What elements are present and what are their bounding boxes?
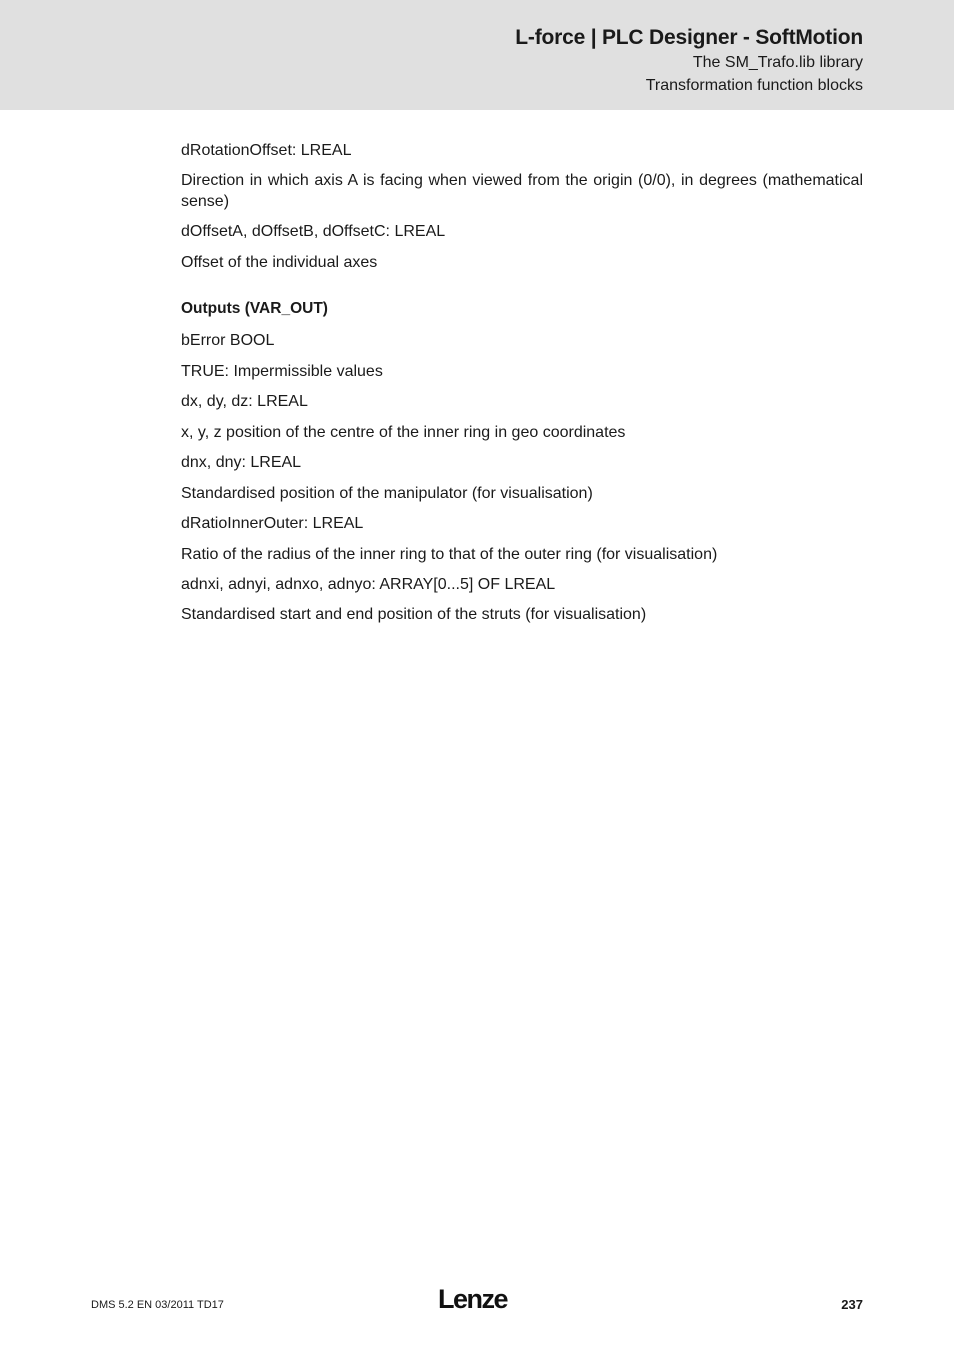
output-description: Standardised start and end position of the struts (for visualisation) [181, 606, 647, 623]
header-subtitle-section: Transformation function blocks [645, 77, 863, 94]
page-content [181, 140, 863, 625]
header-subtitle-library: The SM_Trafo.lib library [692, 54, 863, 71]
output-declaration: adnxi, adnyi, adnxo, adnyo: ARRAY[0...5] OF LREAL [181, 576, 556, 593]
rotation-offset-description: Direction in which axis A is facing when viewed from the origin (0/0), in degrees (mathematical sense) [181, 172, 863, 210]
footer-document-id: DMS 5.2 EN 03/2011 TD17 [91, 1299, 224, 1311]
output-description: Standardised position of the manipulator (for visualisation) [181, 485, 593, 502]
offset-declaration: dOffsetA, dOffsetB, dOffsetC: LREAL [181, 223, 446, 240]
header-title: L-force | PLC Designer - SoftMotion [515, 26, 863, 49]
output-declaration: dRatioInnerOuter: LREAL [181, 515, 364, 532]
page-header [0, 0, 954, 110]
output-declaration: dx, dy, dz: LREAL [181, 393, 308, 410]
page-number: 237 [841, 1297, 863, 1312]
output-declaration: bError BOOL [181, 332, 275, 349]
output-description: x, y, z position of the centre of the inner ring in geo coordinates [181, 424, 626, 441]
output-declaration: dnx, dny: LREAL [181, 454, 302, 471]
offset-description: Offset of the individual axes [181, 254, 378, 271]
outputs-heading: Outputs (VAR_OUT) [181, 300, 328, 317]
rotation-offset-declaration: dRotationOffset: LREAL [181, 142, 352, 159]
output-description: Ratio of the radius of the inner ring to that of the outer ring (for visualisation) [181, 546, 718, 563]
lenze-logo: Lenze [438, 1284, 508, 1314]
output-description: TRUE: Impermissible values [181, 363, 383, 380]
